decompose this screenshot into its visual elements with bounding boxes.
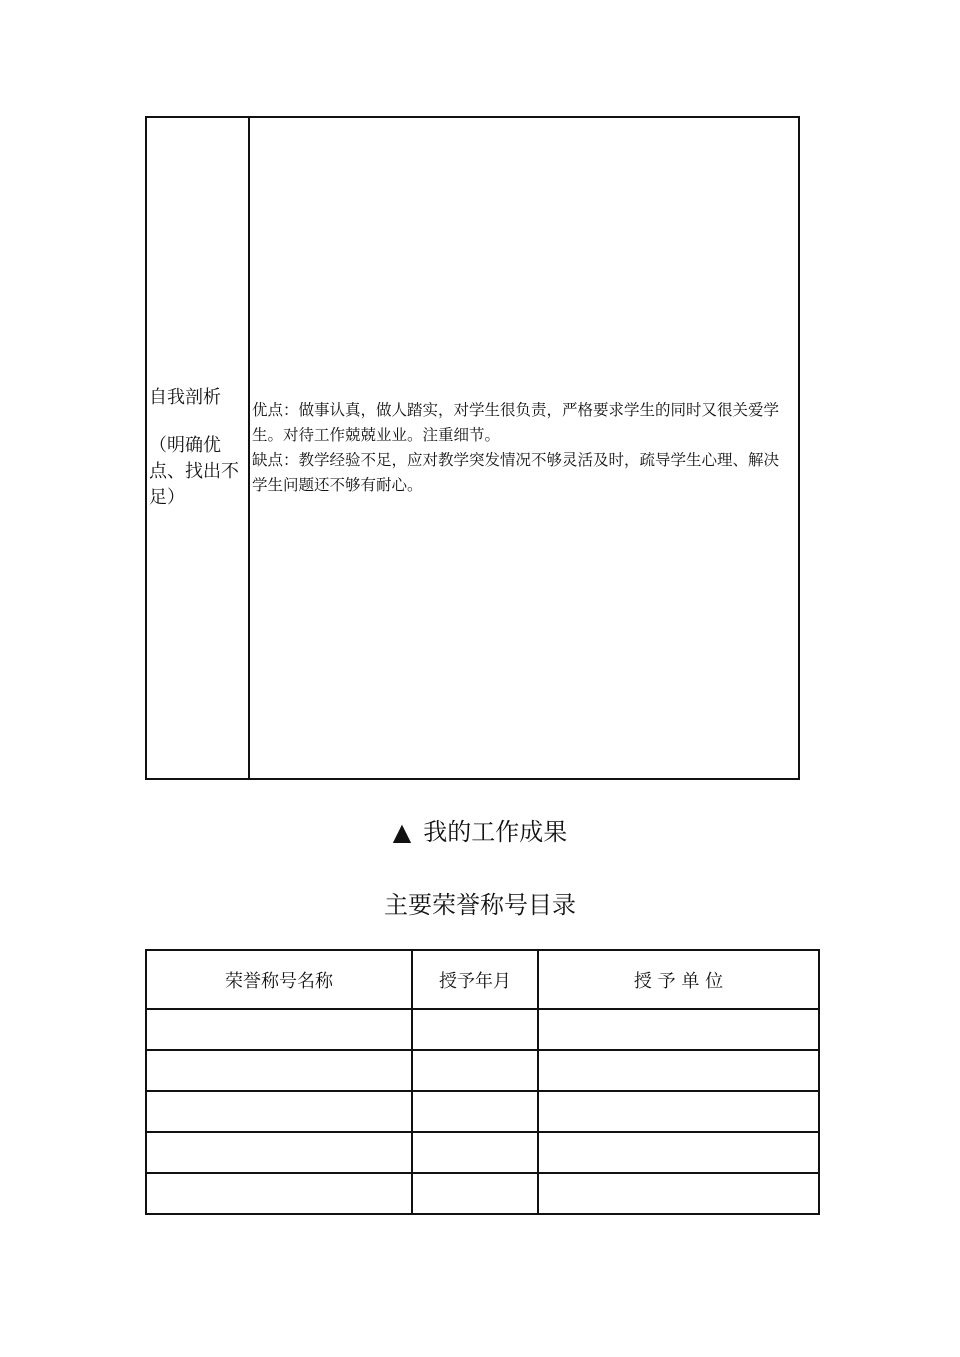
cell-award-unit[interactable] <box>538 1132 819 1173</box>
cell-award-unit[interactable] <box>538 1050 819 1091</box>
header-honor-name: 荣誉称号名称 <box>146 950 412 1009</box>
self-analysis-label-cell <box>147 118 250 778</box>
cell-honor-name[interactable] <box>146 1009 412 1050</box>
cell-award-unit[interactable] <box>538 1173 819 1214</box>
cell-honor-name[interactable] <box>146 1050 412 1091</box>
triangle-icon: ▲ <box>392 818 412 846</box>
table-row <box>146 1050 819 1091</box>
cell-honor-name[interactable] <box>146 1091 412 1132</box>
table-row <box>146 1132 819 1173</box>
table-row <box>146 1091 819 1132</box>
cell-award-unit[interactable] <box>538 1009 819 1050</box>
table-header-row <box>146 950 819 1009</box>
cell-honor-name[interactable] <box>146 1173 412 1214</box>
header-award-unit: 授 予 单 位 <box>538 950 819 1009</box>
header-award-date: 授予年月 <box>412 950 538 1009</box>
cell-honor-name[interactable] <box>146 1132 412 1173</box>
cell-award-date[interactable] <box>412 1091 538 1132</box>
honors-list-title: 主要荣誉称号目录 <box>384 891 576 919</box>
self-analysis-sublabel: （明确优点、找出不足） <box>149 435 239 508</box>
cell-award-unit[interactable] <box>538 1091 819 1132</box>
cell-award-date[interactable] <box>412 1173 538 1214</box>
cell-award-date[interactable] <box>412 1050 538 1091</box>
table-row <box>146 1173 819 1214</box>
strengths-text: 优点：做事认真，做人踏实，对学生很负责，严格要求学生的同时又很关爱学生。对待工作兢兢业业。注重细节。 <box>252 401 780 444</box>
section-heading <box>0 812 960 847</box>
self-analysis-table <box>145 116 800 780</box>
cell-award-date[interactable] <box>412 1132 538 1173</box>
cell-award-date[interactable] <box>412 1009 538 1050</box>
weaknesses-text: 缺点：教学经验不足，应对教学突发情况不够灵活及时，疏导学生心理、解决学生问题还不够有耐心。 <box>252 451 780 494</box>
section-title: 我的工作成果 <box>423 818 568 846</box>
table-row <box>146 1009 819 1050</box>
self-analysis-content-cell <box>250 118 798 778</box>
self-analysis-label: 自我剖析 <box>149 387 221 408</box>
honors-table <box>145 949 820 1215</box>
